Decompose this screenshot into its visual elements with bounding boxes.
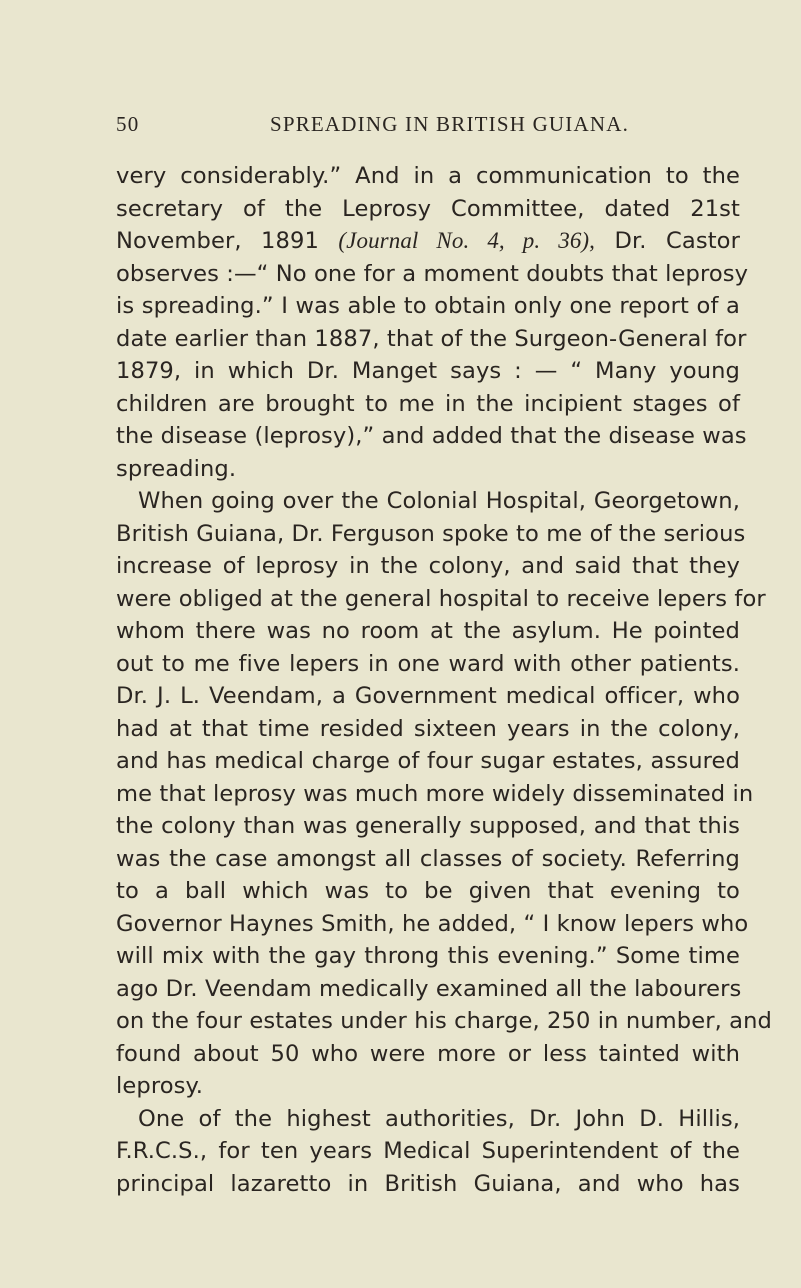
text-line: whom there was no room at the asylum. He pointed [116,618,740,644]
text-line: increase of leprosy in the colony, and said that they [116,553,740,579]
text-line: 1879, in which Dr. Manget says : — “ Many young [116,358,740,384]
text-line: on the four estates under his charge, 250 in number, and [116,1008,772,1034]
text-line: very considerably.” And in a communication to the [116,163,740,189]
text-line: me that leprosy was much more widely disseminated in [116,780,754,807]
text-line: had at that time resided sixteen years in the colony, [116,715,740,742]
paragraph-start: One of the highest authorities, Dr. John D. Hillis, [138,1105,740,1132]
text-line: and has medical charge of four sugar estates, assured [116,748,740,774]
text-line: Governor Haynes Smith, he added, “ I know lepers who [116,910,749,937]
text-line: found about 50 who were more or less tainted with [116,1040,740,1067]
text-line: the colony than was generally supposed, and that this [116,813,740,839]
text-line: leprosy. [116,1073,204,1099]
text-line: is spreading.” I was able to obtain only one report of a [116,293,740,319]
text-line: ago Dr. Veendam medically examined all the labourers [116,975,742,1002]
text-line: Dr. J. L. Veendam, a Government medical officer, who [116,683,740,709]
paragraph-start: When going over the Colonial Hospital, Georgetown, [138,488,740,514]
text-line: observes :—“ No one for a moment doubts that leprosy [116,260,749,287]
text-line: date earlier than 1887, that of the Surgeon-General for [116,325,747,352]
running-head-title: SPREADING IN BRITISH GUIANA. [269,112,630,136]
text-line: children are brought to me in the incipient stages of [116,390,740,417]
body-text [116,160,772,1200]
text-line: to a ball which was to be given that evening to [116,878,740,904]
text-line: principal lazaretto in British Guiana, and who has [116,1170,740,1197]
text-line: were obliged at the general hospital to receive lepers for [116,585,766,612]
text-segment: November, 1891 [116,228,319,254]
text-line: will mix with the gay throng this evening.” Some time [116,943,740,969]
text-segment: Dr. Castor [614,228,740,254]
text-line: British Guiana, Dr. Ferguson spoke to me of the serious [116,520,746,547]
text-line: spreading. [116,455,237,482]
text-line: the disease (leprosy),” and added that the disease was [116,423,747,449]
text-line: secretary of the Leprosy Committee, dated 21st [116,195,740,222]
text-line: F.R.C.S., for ten years Medical Superintendent of the [116,1138,740,1164]
page-number: 50 [116,112,140,136]
text-line: out to me five lepers in one ward with other patients. [116,650,740,677]
text-line: was the case amongst all classes of society. Referring [116,845,740,872]
text-line [116,225,740,258]
running-head [116,112,740,144]
journal-citation: (Journal No. 4, p. 36), [338,228,596,253]
